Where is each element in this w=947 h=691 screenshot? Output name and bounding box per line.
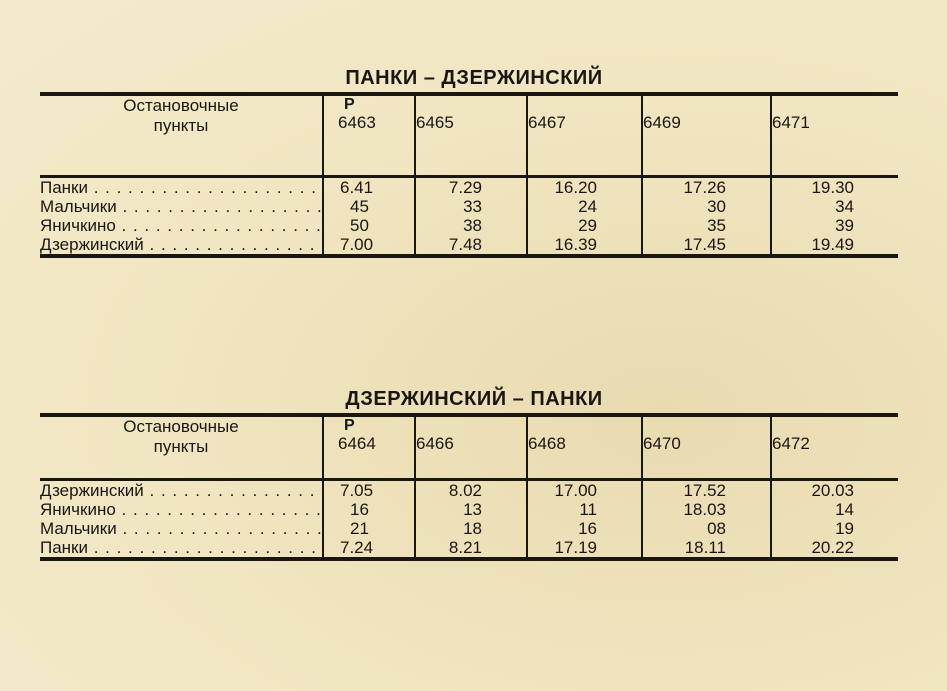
train-number: 6467	[528, 113, 566, 132]
stop-name: Яничкино . . .	[40, 216, 322, 235]
train-header	[527, 415, 642, 479]
table-title: ПАНКИ – ДЗЕРЖИНСКИЙ	[345, 67, 603, 89]
time-value: 45	[350, 196, 369, 216]
train-times	[415, 479, 527, 559]
train-header	[415, 94, 527, 176]
time-value: 08	[707, 518, 726, 538]
train-header	[771, 415, 898, 479]
train-times	[642, 479, 771, 559]
train-header	[323, 415, 415, 479]
time-value: 35	[707, 215, 726, 235]
time-value: 16.39	[554, 234, 597, 254]
train-header	[527, 94, 642, 176]
train-number: 6470	[643, 434, 681, 453]
train-times	[527, 479, 642, 559]
time-value: 20.22	[811, 537, 854, 557]
train-header	[771, 94, 898, 176]
timetable-body-row	[40, 479, 898, 559]
train-mark: Р	[344, 96, 355, 113]
stops-header-line2: пункты	[153, 437, 209, 456]
train-number: 6472	[772, 434, 810, 453]
time-value: 7.05	[340, 480, 374, 500]
time-value: 39	[835, 215, 854, 235]
stops-list	[40, 176, 323, 256]
train-header	[642, 94, 771, 176]
train-header	[642, 415, 771, 479]
time-value: 16	[350, 499, 369, 519]
time-value: 8.21	[448, 537, 482, 557]
time-value: 7.00	[340, 234, 374, 254]
train-times	[415, 176, 527, 256]
time-value: 6.41	[340, 177, 374, 197]
train-number: 6463	[338, 113, 376, 132]
stop-name: Панки . . .	[40, 538, 322, 557]
time-value: 13	[463, 499, 482, 519]
time-value: 16	[578, 518, 597, 538]
header-row	[40, 94, 898, 176]
stops-list	[40, 479, 323, 559]
stop-name: Дзержинский . . .	[40, 235, 322, 254]
header-row	[40, 415, 898, 479]
table-title: ДЗЕРЖИНСКИЙ – ПАНКИ	[345, 388, 603, 410]
time-value: 38	[463, 215, 482, 235]
time-value: 17.45	[683, 234, 726, 254]
time-value: 19	[835, 518, 854, 538]
time-value: 20.03	[811, 480, 854, 500]
time-value: 18	[463, 518, 482, 538]
train-number: 6468	[528, 434, 566, 453]
train-mark: Р	[344, 417, 355, 434]
timetable-dzerzhinsky-panki	[40, 385, 898, 561]
train-number: 6469	[643, 113, 681, 132]
train-times	[323, 479, 415, 559]
time-value: 19.30	[811, 177, 854, 197]
time-value: 50	[350, 215, 369, 235]
time-value: 7.24	[340, 537, 374, 557]
time-value: 7.29	[448, 177, 482, 197]
time-value: 14	[835, 499, 854, 519]
time-value: 24	[578, 196, 597, 216]
train-times	[323, 176, 415, 256]
time-value: 34	[835, 196, 854, 216]
stop-name: Мальчики . . .	[40, 197, 322, 216]
train-header	[415, 415, 527, 479]
train-number: 6466	[416, 434, 454, 453]
train-header	[323, 94, 415, 176]
timetable	[40, 92, 898, 258]
time-value: 11	[579, 499, 597, 519]
stop-name: Панки . . .	[40, 178, 322, 197]
time-value: 8.02	[448, 480, 482, 500]
train-number: 6465	[416, 113, 454, 132]
train-times	[771, 479, 898, 559]
time-value: 30	[707, 196, 726, 216]
time-value: 17.00	[554, 480, 597, 500]
time-value: 21	[350, 518, 369, 538]
stops-header-line1: Остановочные	[123, 96, 239, 115]
stops-column-header	[40, 94, 323, 176]
timetable-pankI-dzerzhinsky	[40, 64, 898, 258]
stops-header-line1: Остановочные	[123, 417, 239, 436]
train-times	[527, 176, 642, 256]
train-times	[771, 176, 898, 256]
time-value: 18.03	[683, 499, 726, 519]
timetable	[40, 413, 898, 561]
timetable-body-row	[40, 176, 898, 256]
time-value: 17.26	[683, 177, 726, 197]
stops-header-line2: пункты	[153, 116, 209, 135]
train-number: 6464	[338, 434, 376, 453]
time-value: 17.52	[683, 480, 726, 500]
time-value: 29	[578, 215, 597, 235]
stop-name: Дзержинский . . .	[40, 481, 322, 500]
time-value: 33	[463, 196, 482, 216]
time-value: 7.48	[448, 234, 482, 254]
train-number: 6471	[772, 113, 810, 132]
time-value: 18.11	[684, 537, 726, 557]
stop-name: Мальчики . . .	[40, 519, 322, 538]
stops-column-header	[40, 415, 323, 479]
time-value: 17.19	[554, 537, 597, 557]
time-value: 16.20	[554, 177, 597, 197]
train-times	[642, 176, 771, 256]
stop-name: Яничкино . . .	[40, 500, 322, 519]
time-value: 19.49	[811, 234, 854, 254]
